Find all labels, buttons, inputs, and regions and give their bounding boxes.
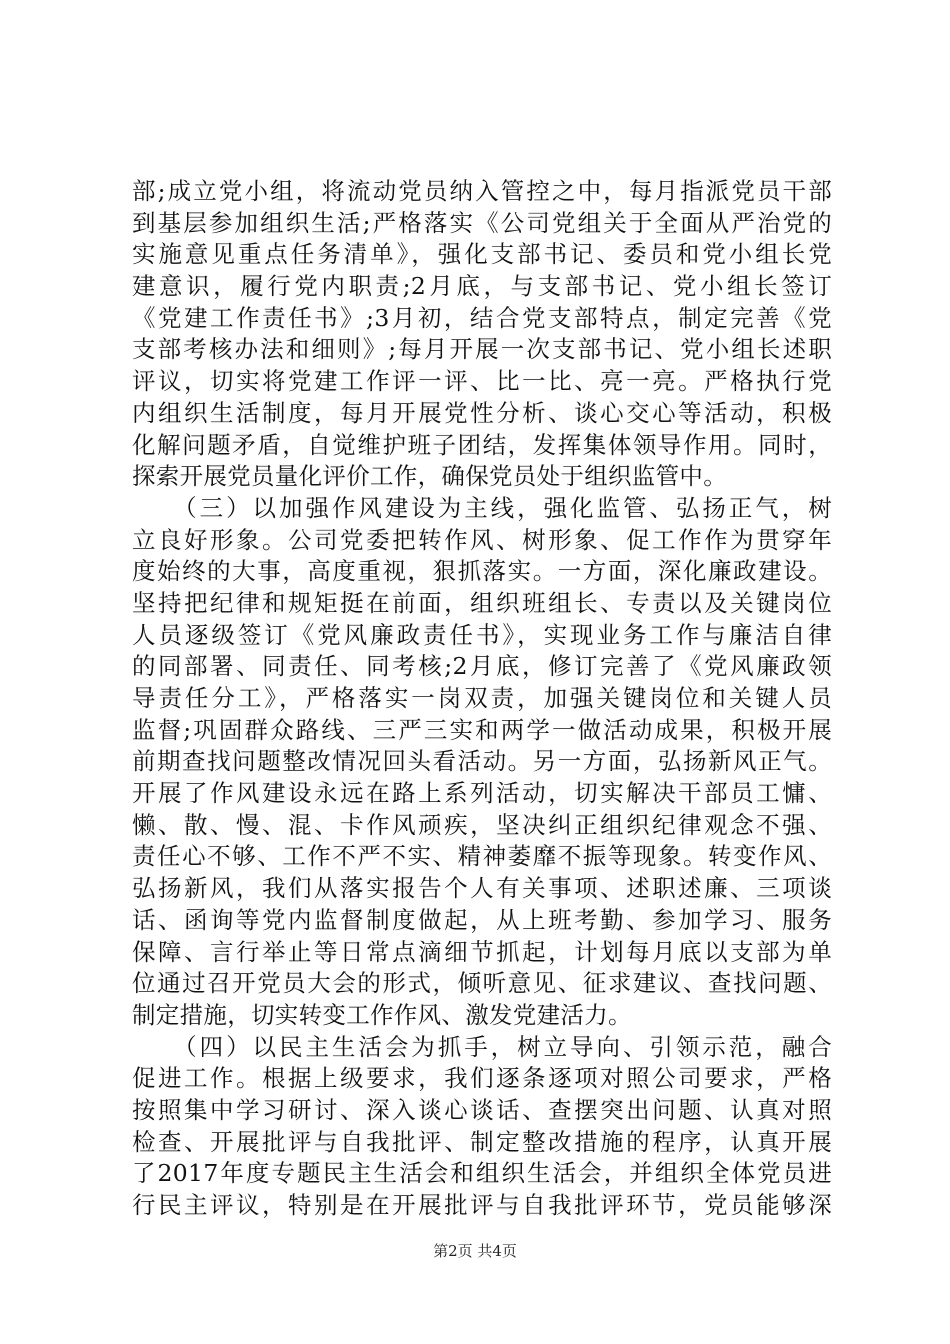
text-line: 制定措施，切实转变工作作风、激发党建活力。 [132,1000,632,1029]
text-line: 《党建工作责任书》;3月初，结合党支部特点，制定完善《党 [132,303,832,332]
text-line: 话、函询等党内监督制度做起，从上班考勤、参加学习、服务 [132,905,832,934]
text-line: 监督;巩固群众路线、三严三实和两学一做活动成果，积极开展 [132,715,832,744]
text-line: （三）以加强作风建设为主线，强化监管、弘扬正气，树 [132,493,832,522]
text-line: 立良好形象。公司党委把转作风、树形象、促工作作为贯穿年 [132,525,832,554]
text-line: 责任心不够、工作不严不实、精神萎靡不振等现象。转变作风、 [132,842,832,871]
document-body [132,176,832,1222]
text-line: 度始终的大事，高度重视，狠抓落实。一方面，深化廉政建设。 [132,557,832,586]
text-line: 支部考核办法和细则》;每月开展一次支部书记、党小组长述职 [132,335,832,364]
text-line: 到基层参加组织生活;严格落实《公司党组关于全面从严治党的 [132,208,832,237]
text-line: 位通过召开党员大会的形式，倾听意见、征求建议、查找问题、 [132,969,832,998]
text-line: 促进工作。根据上级要求，我们逐条逐项对照公司要求，严格 [132,1064,832,1093]
text-line: 化解问题矛盾，自觉维护班子团结，发挥集体领导作用。同时， [132,430,832,459]
text-line: 实施意见重点任务清单》，强化支部书记、委员和党小组长党 [132,240,832,269]
page-footer: 第2页 共4页 [433,1242,517,1260]
text-line: 了2017年度专题民主生活会和组织生活会，并组织全体党员进 [132,1159,832,1188]
text-line: 建意识，履行党内职责;2月底，与支部书记、党小组长签订 [132,272,832,301]
text-line: 人员逐级签订《党风廉政责任书》，实现业务工作与廉洁自律 [132,620,832,649]
text-line: 探索开展党员量化评价工作，确保党员处于组织监管中。 [132,462,727,491]
text-line: 懒、散、慢、混、卡作风顽疾，坚决纠正组织纪律观念不强、 [132,810,832,839]
text-line: 开展了作风建设永远在路上系列活动，切实解决干部员工慵、 [132,779,832,808]
text-line: 弘扬新风，我们从落实报告个人有关事项、述职述廉、三项谈 [132,874,832,903]
text-line: 保障、言行举止等日常点滴细节抓起，计划每月底以支部为单 [132,937,832,966]
text-line: 评议，切实将党建工作评一评、比一比、亮一亮。严格执行党 [132,367,832,396]
text-line: 内组织生活制度，每月开展党性分析、谈心交心等活动，积极 [132,398,832,427]
text-line: 行民主评议，特别是在开展批评与自我批评环节，党员能够深 [132,1191,832,1219]
text-line: 的同部署、同责任、同考核;2月底，修订完善了《党风廉政领 [132,652,832,681]
text-line: 检查、开展批评与自我批评、制定整改措施的程序，认真开展 [132,1127,832,1156]
text-line: （四）以民主生活会为抓手，树立导向、引领示范，融合 [132,1032,832,1061]
text-line: 部;成立党小组，将流动党员纳入管控之中，每月指派党员干部 [132,177,832,205]
text-line: 坚持把纪律和规矩挺在前面，组织班组长、专责以及关键岗位 [132,588,832,617]
text-line: 导责任分工》，严格落实一岗双责，加强关键岗位和关键人员 [132,684,832,712]
text-line: 前期查找问题整改情况回头看活动。另一方面，弘扬新风正气。 [132,747,832,776]
text-line: 按照集中学习研讨、深入谈心谈话、查摆突出问题、认真对照 [132,1095,832,1124]
